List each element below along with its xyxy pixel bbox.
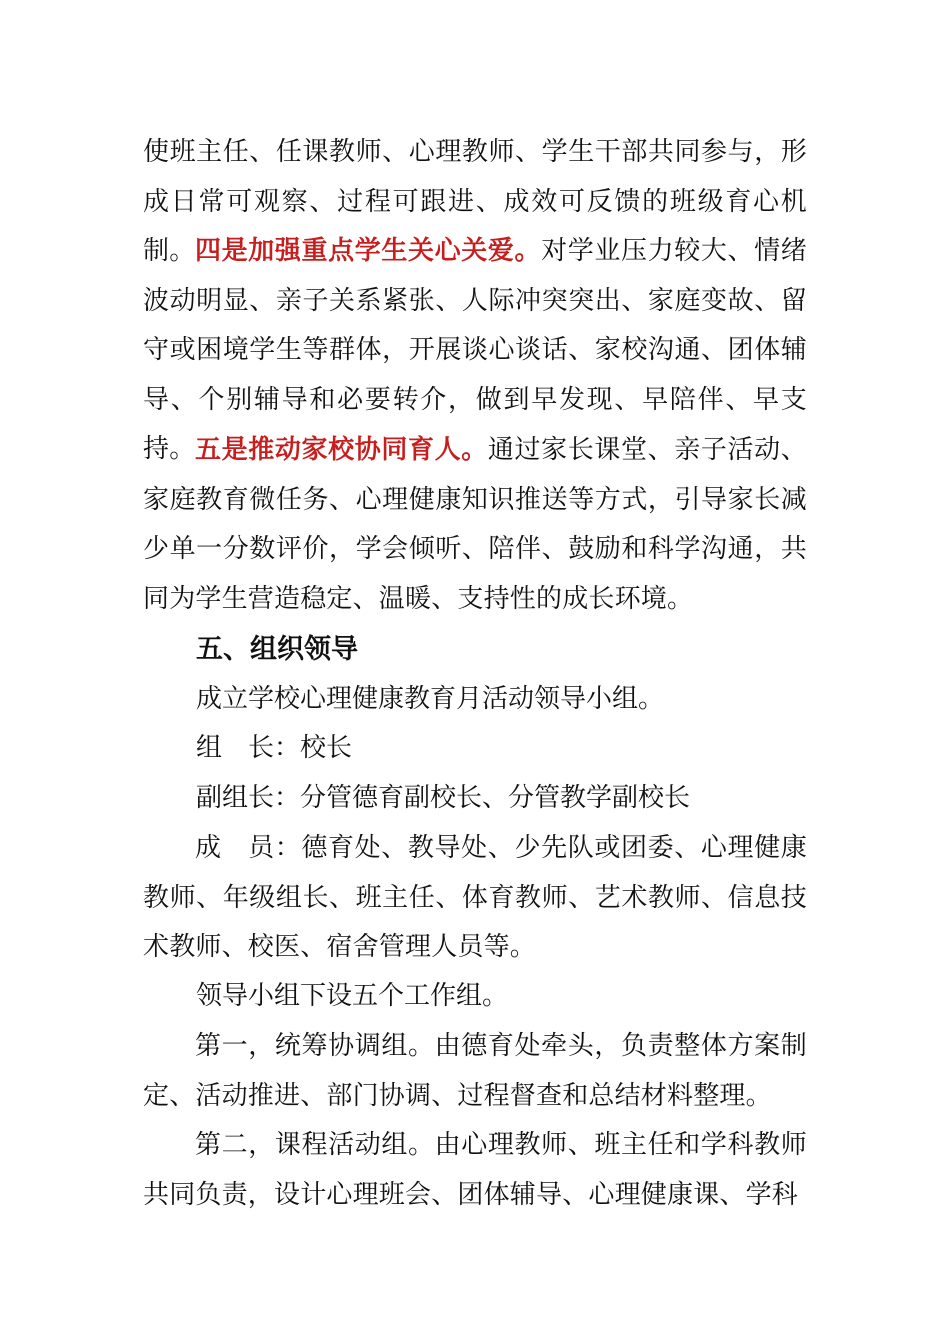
- key-point-title: 五是推动家校协同育人。: [195, 435, 488, 465]
- leader-label-b: 长：: [248, 733, 301, 763]
- paragraph-body: 通过家长课堂、亲子活动、家庭教育微任务、心理健康知识推送等方式，引导家长减少单一分数评价，学会倾听、陪伴、鼓励和科学沟通，共同为学生营造稳定、温暖、支持性的成长环境。: [143, 435, 808, 614]
- paragraph-curriculum-group: 第二，课程活动组。由心理教师、班主任和学科教师共同负责，设计心理班会、团体辅导、心理健康课、学科: [143, 1130, 807, 1210]
- paragraph-working-groups: 领导小组下设五个工作组。: [196, 981, 509, 1011]
- key-point-title: 四是加强重点学生关心关爱。: [195, 236, 542, 266]
- paragraph-body: 对学业压力较大、情绪波动明显、亲子关系紧张、人际冲突突出、家庭变故、留守或困境学生等群体，开展谈心谈话、家校沟通、团体辅导、个别辅导和必要转介，做到早发现、早陪伴、早支持。: [143, 236, 807, 464]
- paragraph-home-school: [143, 426, 807, 624]
- members-value: 德育处、教导处、少先队或团委、心理健康教师、年级组长、班主任、体育教师、艺术教师、信息技术教师、校医、宿舍管理人员等。: [143, 833, 807, 962]
- section-heading: 五、组织领导: [196, 634, 358, 665]
- paragraph-establish-group: 成立学校心理健康教育月活动领导小组。: [196, 684, 665, 714]
- members-label-b: 员：: [247, 833, 302, 863]
- paragraph-coordination-group: 第一，统筹协调组。由德育处牵头，负责整体方案制定、活动推进、部门协调、过程督查和总结材料整理。: [143, 1031, 807, 1111]
- vice-leader-label: 副组长：: [196, 783, 301, 813]
- vice-leader-value: 分管德育副校长、分管教学副校长: [300, 783, 691, 813]
- leader-label-a: 组: [196, 733, 223, 763]
- vice-leader-line: [196, 774, 690, 824]
- members-paragraph: [143, 824, 807, 973]
- members-label-a: 成: [195, 833, 222, 863]
- leader-value: 校长: [300, 733, 353, 763]
- paragraph-class-mechanism: 使班主任、任课教师、心理教师、学生干部共同参与，形成日常可观察、过程可跟进、成效可反馈的班级育心机制。: [143, 137, 807, 266]
- leader-line: [196, 724, 352, 774]
